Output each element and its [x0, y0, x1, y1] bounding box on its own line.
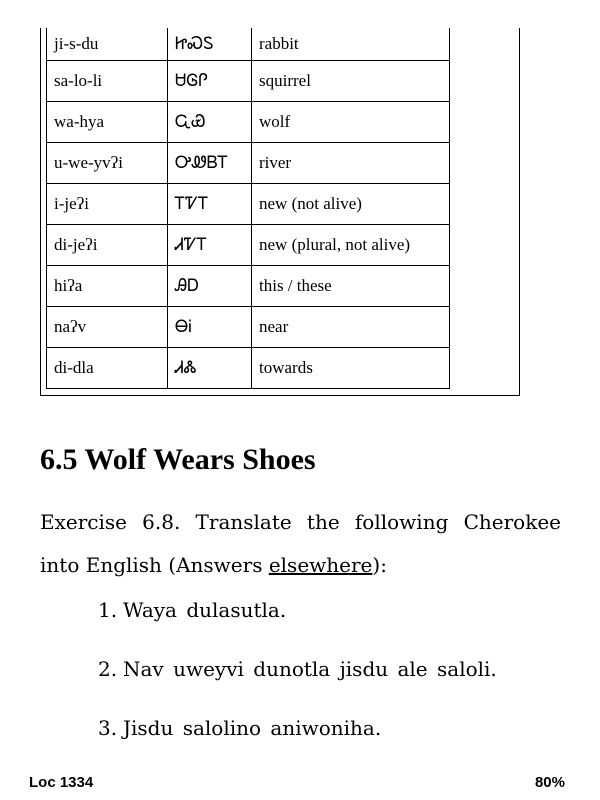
- table-row: [47, 306, 450, 347]
- romanization-cell: wa-hya: [47, 101, 168, 142]
- list-item-number: 1.: [98, 598, 118, 622]
- list-item-text: Jisdu salolino aniwoniha.: [123, 716, 382, 740]
- translation-cell: rabbit: [252, 28, 450, 60]
- list-item-text: Nav uweyvi dunotla jisdu ale saloli.: [123, 657, 497, 681]
- table-row: [47, 265, 450, 306]
- translation-cell: near: [252, 306, 450, 347]
- romanization-cell: ji-s-du: [47, 28, 168, 60]
- table-row: [47, 347, 450, 388]
- syllabary-cell: ᎢᏤᎢ: [168, 183, 252, 224]
- exercise-intro-line2: [40, 544, 561, 587]
- list-item: [98, 656, 497, 682]
- translation-cell: wolf: [252, 101, 450, 142]
- syllabary-cell: ᏌᎶᎵ: [168, 60, 252, 101]
- syllabary-cell: ᏥᏍᏚ: [168, 28, 252, 60]
- translation-cell: new (not alive): [252, 183, 450, 224]
- romanization-cell: di-dla: [47, 347, 168, 388]
- list-item-number: 3.: [98, 716, 118, 740]
- progress-indicator: 80%: [534, 774, 565, 791]
- romanization-cell: hiʔa: [47, 265, 168, 306]
- list-item: [98, 715, 497, 741]
- syllabary-cell: ᏗᏜ: [168, 347, 252, 388]
- romanization-cell: sa-lo-li: [47, 60, 168, 101]
- translation-cell: this / these: [252, 265, 450, 306]
- table-row: [47, 224, 450, 265]
- exercise-list: [98, 597, 497, 774]
- syllabary-cell: ᎤᏪᏴᎢ: [168, 142, 252, 183]
- table-row: [47, 101, 450, 142]
- table-row: [47, 60, 450, 101]
- table-row: [47, 28, 450, 60]
- list-item-number: 2.: [98, 657, 118, 681]
- romanization-cell: i-jeʔi: [47, 183, 168, 224]
- syllabary-cell: ᎾᎥ: [168, 306, 252, 347]
- exercise-intro-line1: Exercise 6.8. Translate the following Cherokee: [40, 510, 561, 534]
- list-item-text: Waya dulasutla.: [123, 598, 287, 622]
- syllabary-cell: ᏩᏯ: [168, 101, 252, 142]
- section-heading: 6.5 Wolf Wears Shoes: [40, 443, 316, 476]
- syllabary-cell: ᏗᏤᎢ: [168, 224, 252, 265]
- table-row: [47, 142, 450, 183]
- intro-text-after-link: ):: [372, 553, 387, 577]
- romanization-cell: di-jeʔi: [47, 224, 168, 265]
- syllabary-cell: ᎯᎠ: [168, 265, 252, 306]
- intro-text-before-link: into English (Answers: [40, 553, 269, 577]
- exercise-intro: [40, 501, 561, 587]
- translation-cell: squirrel: [252, 60, 450, 101]
- romanization-cell: naʔv: [47, 306, 168, 347]
- location-indicator: Loc 1334: [29, 774, 94, 791]
- answers-link[interactable]: elsewhere: [268, 553, 373, 577]
- translation-cell: new (plural, not alive): [252, 224, 450, 265]
- vocabulary-table: [46, 28, 450, 389]
- table-row: [47, 183, 450, 224]
- translation-cell: river: [252, 142, 450, 183]
- romanization-cell: u-we-yvʔi: [47, 142, 168, 183]
- list-item: [98, 597, 497, 623]
- translation-cell: towards: [252, 347, 450, 388]
